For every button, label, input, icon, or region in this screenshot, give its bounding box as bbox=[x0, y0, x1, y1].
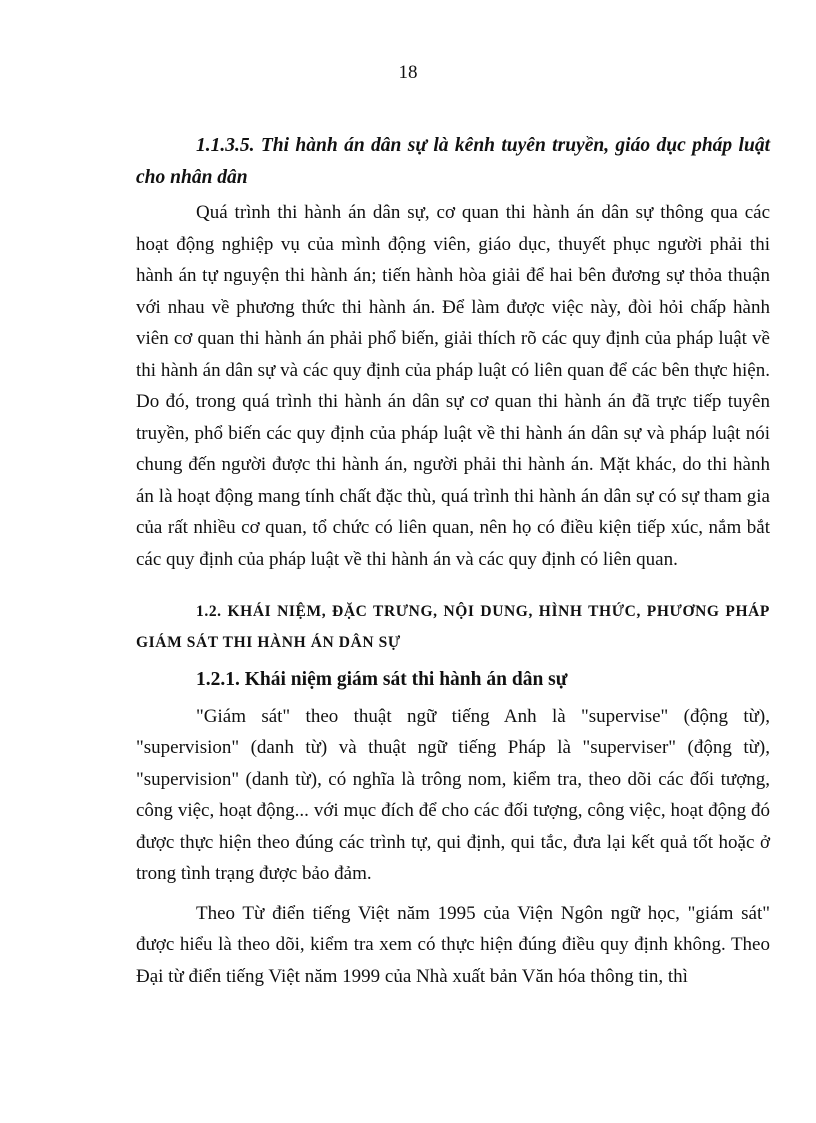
heading-1-2-1: 1.2.1. Khái niệm giám sát thi hành án dân sự bbox=[196, 669, 568, 690]
page-content bbox=[136, 130, 770, 992]
paragraph-1: Quá trình thi hành án dân sự, cơ quan thi hành án dân sự thông qua các hoạt động nghiệp vụ của mình động viên, giáo dục, thuyết phục người phải thi hành án tự nguyện thi hành án; tiến hành hòa giải để hai bên đương sự thỏa thuận với nhau về phương thức thi hành án. Để làm được việc này, đòi hỏi chấp hành viên cơ quan thi hành án phải phổ biến, giải thích rõ các quy định của pháp luật về thi hành án dân sự và các quy định của pháp luật có liên quan để các bên thực hiện. Do đó, trong quá trình thi hành án dân sự cơ quan thi hành án đã trực tiếp tuyên truyền, phổ biến các quy định của pháp luật về thi hành án dân sự và pháp luật nói chung đến người được thi hành án, người phải thi hành án. Mặt khác, do thi hành án là hoạt động mang tính chất đặc thù, quá trình thi hành án dân sự có sự tham gia của rất nhiều cơ quan, tổ chức có liên quan, nên họ có điều kiện tiếp xúc, nắm bắt các quy định của pháp luật về thi hành án và các quy định có liên quan. bbox=[136, 202, 770, 570]
paragraph-3: Theo Từ điển tiếng Việt năm 1995 của Viện Ngôn ngữ học, "giám sát" được hiểu là theo dõi, kiểm tra xem có thực hiện đúng điều quy định không. Theo Đại từ điển tiếng Việt năm 1999 của Nhà xuất bản Văn hóa thông tin, thì bbox=[136, 902, 770, 987]
heading-1-1-3-5: 1.1.3.5. Thi hành án dân sự là kênh tuyên truyền, giáo dục pháp luật cho nhân dân bbox=[136, 135, 770, 188]
page-number: 18 bbox=[398, 62, 418, 83]
section-1-2-title: 1.2. KHÁI NIỆM, ĐẶC TRƯNG, NỘI DUNG, HÌNH THỨC, PHƯƠNG PHÁP GIÁM SÁT THI HÀNH ÁN DÂN SỰ bbox=[136, 603, 770, 651]
paragraph-2: "Giám sát" theo thuật ngữ tiếng Anh là "supervise" (động từ), "supervision" (danh từ) và thuật ngữ tiếng Pháp là "superviser" (động từ), "supervision" (danh từ), có nghĩa là trông nom, kiểm tra, theo dõi các đối tượng, công việc, hoạt động... với mục đích để cho các đối tượng, công việc, hoạt động đó được thực hiện theo đúng các trình tự, qui định, qui tắc, đưa lại kết quả tốt hoặc ở trong tình trạng được bảo đảm. bbox=[136, 705, 770, 884]
